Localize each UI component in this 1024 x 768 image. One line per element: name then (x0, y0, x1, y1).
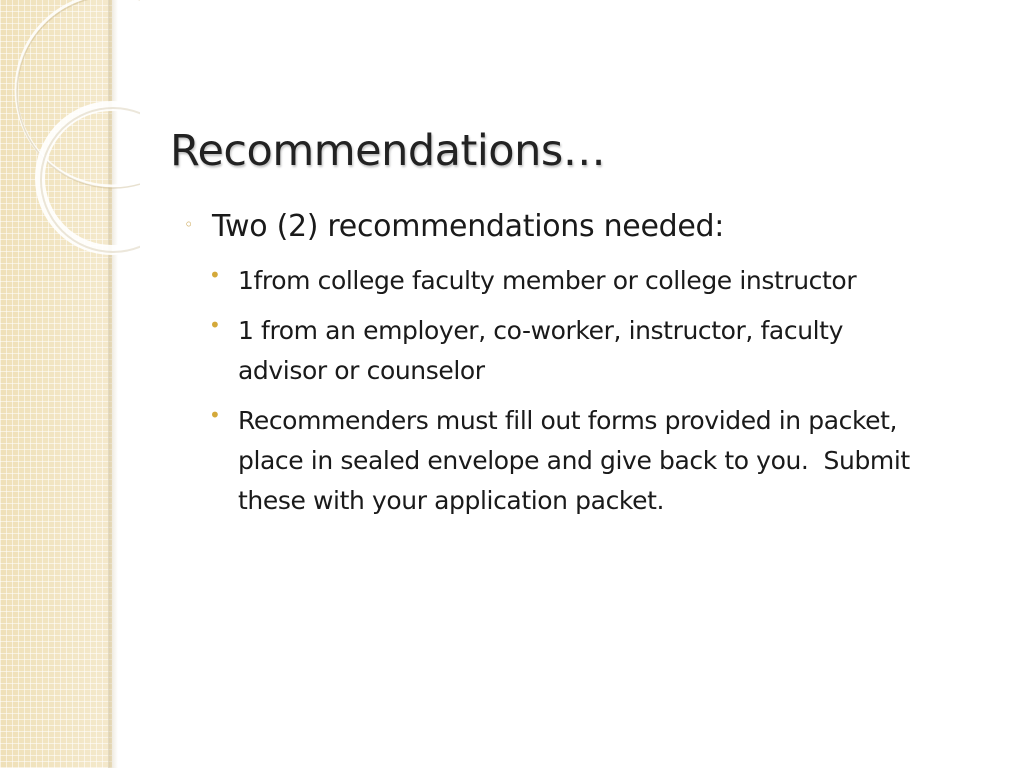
sub-bullet-text: 1 from an employer, co-worker, instructor, faculty advisor or counselor (238, 316, 843, 385)
slide-title: Recommendations… (170, 126, 606, 176)
dot-bullet-icon: • (209, 403, 221, 427)
hollow-circle-bullet-icon: ◦ (184, 215, 194, 234)
sub-bullet-text: Recommenders must fill out forms provided in packet, place in sealed envelope and give back to you. Submit these with your application packet. (238, 406, 918, 515)
slide-body (182, 207, 972, 531)
dot-bullet-icon: • (209, 313, 221, 337)
bullet-item-level2 (209, 311, 972, 391)
bullet-item-text: Two (2) recommendations needed: (212, 209, 725, 244)
decorative-circle-small (40, 106, 140, 250)
sub-bullet-text: 1from college faculty member or college instructor (238, 266, 857, 295)
dot-bullet-icon: • (209, 263, 221, 287)
bullet-item-level1 (182, 207, 972, 251)
decorative-circle-large-shadow (17, 0, 140, 188)
bullet-item-level2 (209, 401, 972, 521)
decorative-circle-large (16, 0, 140, 186)
decorative-circles (0, 0, 140, 260)
bullet-item-level2 (209, 261, 972, 301)
